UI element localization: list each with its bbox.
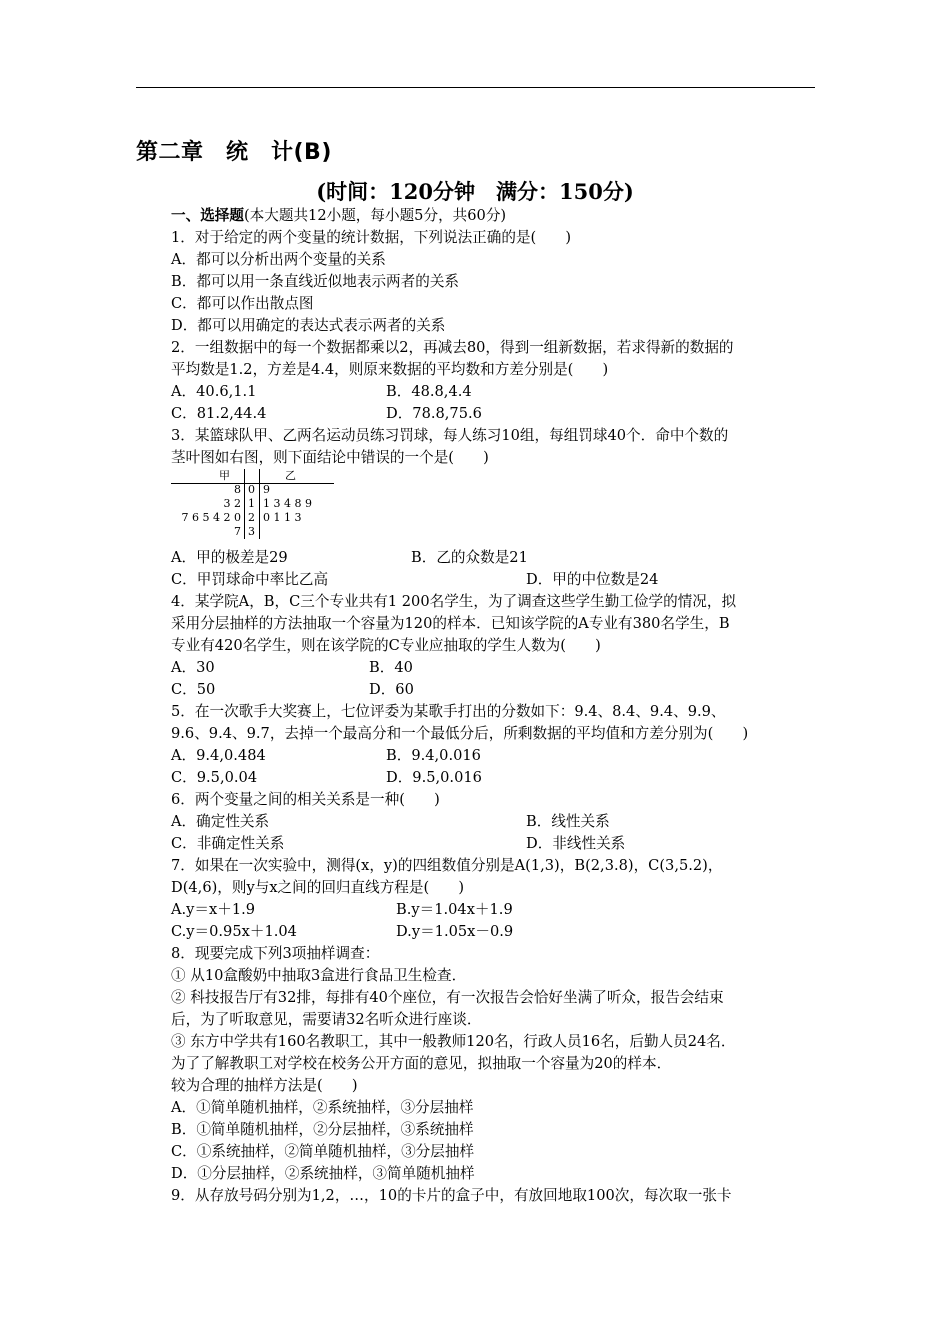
plot-stem: 0 <box>248 483 255 496</box>
q8-option-a: A．①简单随机抽样，②系统抽样，③分层抽样 <box>171 1099 474 1116</box>
q2-option-d: D．78.8,75.6 <box>386 405 482 422</box>
q6-option-b: B．线性关系 <box>526 813 610 830</box>
q8-item-3b: 为了了解教职工对学校在校务公开方面的意见，拟抽取一个容量为20的样本． <box>171 1055 672 1072</box>
exam-info: (时间：120分钟 满分：150分) <box>316 179 634 204</box>
q7-option-b: B.y＝1.04x＋1.9 <box>396 901 513 918</box>
chapter-title: 第二章 统 计(B) <box>136 140 332 165</box>
q1-option-a: A．都可以分析出两个变量的关系 <box>171 251 386 268</box>
plot-left-leaves: 7 <box>234 525 241 538</box>
q2-stem-1: 2．一组数据中的每一个数据都乘以2，再减去80，得到一组新数据，若求得新的数据的 <box>171 339 734 356</box>
q8-stem: 8．现要完成下列3项抽样调查： <box>171 945 380 962</box>
q6-option-a: A．确定性关系 <box>171 813 270 830</box>
q8-option-d: D．①分层抽样，②系统抽样，③简单随机抽样 <box>171 1165 475 1182</box>
q6-option-c: C．非确定性关系 <box>171 835 285 852</box>
q2-option-c: C．81.2,44.4 <box>171 405 267 422</box>
q7-option-c: C.y＝0.95x＋1.04 <box>171 923 297 940</box>
q6-option-d: D．非线性关系 <box>526 835 626 852</box>
q7-option-a: A.y＝x＋1.9 <box>171 901 256 918</box>
q8-option-c: C．①系统抽样，②简单随机抽样，③分层抽样 <box>171 1143 475 1160</box>
q1-option-c: C．都可以作出散点图 <box>171 295 314 312</box>
q3-stem-1: 3．某篮球队甲、乙两名运动员练习罚球，每人练习10组，每组罚球40个．命中个数的 <box>171 427 729 444</box>
q4-option-d: D．60 <box>369 681 414 698</box>
q8-item-1: ① 从10盒酸奶中抽取3盒进行食品卫生检查． <box>171 967 467 984</box>
stem-leaf-plot <box>171 469 351 539</box>
q7-option-d: D.y＝1.05x－0.9 <box>396 923 514 940</box>
q8-item-2a: ② 科技报告厅有32排，每排有40个座位，有一次报告会恰好坐满了听众，报告会结束 <box>171 989 724 1006</box>
q3-stem-2: 茎叶图如右图，则下面结论中错误的一个是( ) <box>171 449 489 466</box>
q3-option-b: B．乙的众数是21 <box>411 549 528 566</box>
q2-stem-2: 平均数是1.2，方差是4.4，则原来数据的平均数和方差分别是( ) <box>171 361 609 378</box>
q3-options-row2 <box>171 569 816 591</box>
q8-item-2b: 后，为了听取意见，需要请32名听众进行座谈． <box>171 1011 482 1028</box>
q2-options-row1 <box>171 381 816 403</box>
q2-option-b: B．48.8,4.4 <box>386 383 472 400</box>
q4-option-c: C．50 <box>171 681 216 698</box>
q5-option-b: B．9.4,0.016 <box>386 747 481 764</box>
q5-option-d: D．9.5,0.016 <box>386 769 482 786</box>
q3-options-row1 <box>171 547 816 569</box>
plot-right-leaves: 0 1 1 3 <box>263 511 302 524</box>
q8-option-b: B．①简单随机抽样，②分层抽样，③系统抽样 <box>171 1121 474 1138</box>
header-rule <box>136 87 815 88</box>
plot-left-leaves: 3 2 <box>223 497 241 510</box>
plot-left-leaves: 8 <box>234 483 241 496</box>
q2-option-a: A．40.6,1.1 <box>171 383 257 400</box>
plot-divider-right <box>259 469 260 539</box>
q5-option-c: C．9.5,0.04 <box>171 769 258 786</box>
section-heading <box>171 205 816 227</box>
q5-options-row2 <box>171 767 816 789</box>
plot-right-leaves: 9 <box>263 483 270 496</box>
section-note: (本大题共12小题，每小题5分，共60分) <box>243 207 507 224</box>
q5-stem-1: 5．在一次歌手大奖赛上，七位评委为某歌手打出的分数如下：9.4、8.4、9.4、9.9、 <box>171 703 726 720</box>
q1-option-b: B．都可以用一条直线近似地表示两者的关系 <box>171 273 460 290</box>
q7-stem-1: 7．如果在一次实验中，测得(x，y)的四组数值分别是A(1,3)，B(2,3.8)，C(3,5.2)， <box>171 857 723 874</box>
q7-stem-2: D(4,6)，则y与x之间的回归直线方程是( ) <box>171 879 465 896</box>
plot-stem: 1 <box>248 497 255 510</box>
q8-item-3a: ③ 东方中学共有160名教职工，其中一般教师120名，行政人员16名，后勤人员24名． <box>171 1033 736 1050</box>
q1-stem: 1．对于给定的两个变量的统计数据，下列说法正确的是( ) <box>171 229 572 246</box>
q5-option-a: A．9.4,0.484 <box>171 747 266 764</box>
q9-stem-1: 9．从存放号码分别为1,2，…，10的卡片的盒子中，有放回地取100次，每次取一张卡 <box>171 1187 732 1204</box>
plot-stem: 2 <box>248 511 255 524</box>
q1-option-d: D．都可以用确定的表达式表示两者的关系 <box>171 317 446 334</box>
q4-options-row1 <box>171 657 816 679</box>
q4-stem-1: 4．某学院A，B，C三个专业共有1 200名学生，为了调查这些学生勤工俭学的情况，拟 <box>171 593 737 610</box>
plot-left-label: 甲 <box>219 469 230 482</box>
q4-stem-2: 采用分层抽样的方法抽取一个容量为120的样本．已知该学院的A专业有380名学生，B <box>171 615 730 632</box>
q8-ask: 较为合理的抽样方法是( ) <box>171 1077 358 1094</box>
q6-options-row1 <box>171 811 816 833</box>
q6-options-row2 <box>171 833 816 855</box>
q4-option-a: A．30 <box>171 659 215 676</box>
q6-stem: 6．两个变量之间的相关关系是一种( ) <box>171 791 440 808</box>
section-title: 一、选择题 <box>171 207 244 224</box>
plot-left-leaves: 7 6 5 4 2 0 <box>181 511 241 524</box>
plot-stem: 3 <box>248 525 255 538</box>
q3-option-c: C．甲罚球命中率比乙高 <box>171 571 329 588</box>
q4-stem-3: 专业有420名学生，则在该学院的C专业应抽取的学生人数为( ) <box>171 637 601 654</box>
plot-right-leaves: 1 3 4 8 9 <box>263 497 312 510</box>
plot-right-label: 乙 <box>285 469 296 482</box>
q4-option-b: B．40 <box>369 659 413 676</box>
q2-options-row2 <box>171 403 816 425</box>
question-body <box>171 205 816 1207</box>
plot-divider-left <box>244 469 245 539</box>
q5-stem-2: 9.6、9.4、9.7，去掉一个最高分和一个最低分后，所剩数据的平均值和方差分别为( ) <box>171 725 749 742</box>
q3-option-d: D．甲的中位数是24 <box>526 571 659 588</box>
q7-options-row1 <box>171 899 816 921</box>
q5-options-row1 <box>171 745 816 767</box>
q7-options-row2 <box>171 921 816 943</box>
plot-header-line <box>171 469 334 484</box>
q3-option-a: A．甲的极差是29 <box>171 549 288 566</box>
q4-options-row2 <box>171 679 816 701</box>
